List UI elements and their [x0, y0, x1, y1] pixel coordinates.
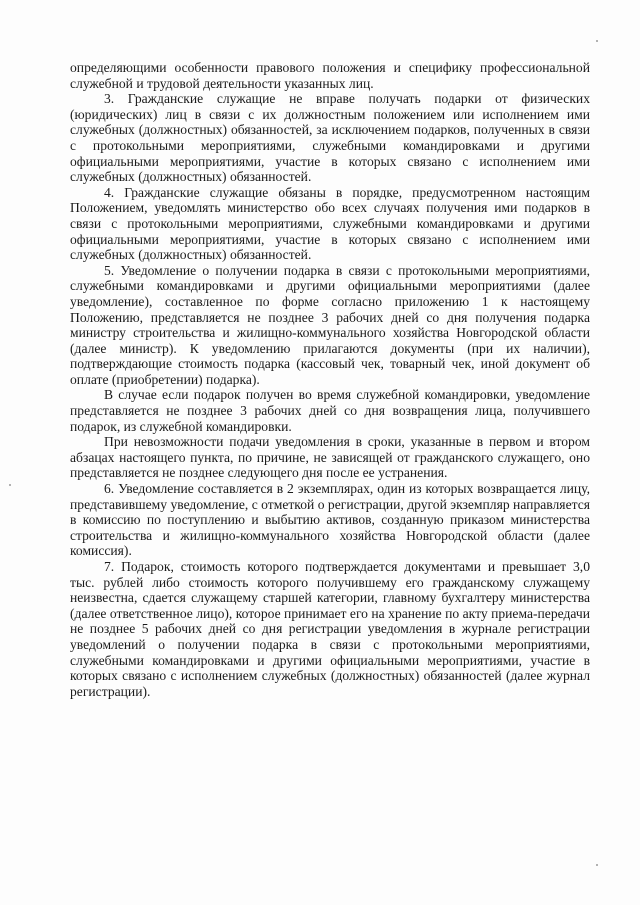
scan-speck [9, 484, 11, 486]
paragraph-item-7: 7. Подарок, стоимость которого подтверждается документами и превышает 3,0 тыс. рублей либо стоимость которого получившему его гражданскому служащему неизвестна, сдается служащему старшей категории, главному бухгалтеру министерства (далее ответственное лицо), которое принимает его на хранение по акту приема-передачи не позднее 5 рабочих дней со дня регистрации уведомления в журнале регистрации уведомлений о получении подарка в связи с протокольными мероприятиями, служебными командировками и другими официальными мероприятиями, участие в которых связано с исполнением служебных (должностных) обязанностей (далее журнал регистрации). [70, 559, 590, 699]
scan-speck [596, 40, 598, 42]
paragraph-continuation: определяющими особенности правового положения и специфику профессиональной служебной и трудовой деятельности указанных лиц. [70, 60, 590, 91]
paragraph-item-5-third: При невозможности подачи уведомления в сроки, указанные в первом и втором абзацах настоящего пункта, по причине, не зависящей от гражданского служащего, оно представляется не позднее следующего дня после ее устранения. [70, 434, 590, 481]
paragraph-item-6: 6. Уведомление составляется в 2 экземплярах, один из которых возвращается лицу, представившему уведомление, с отметкой о регистрации, другой экземпляр направляется в комиссию по поступлению и выбытию активов, созданную приказом министерства строительства и жилищно-коммунального хозяйства Новгородской области (далее комиссия). [70, 481, 590, 559]
paragraph-item-5: 5. Уведомление о получении подарка в связи с протокольными мероприятиями, служебными командировками и другими официальными мероприятиями (далее уведомление), составленное по форме согласно приложению 1 к настоящему Положению, представляется не позднее 3 рабочих дней со дня получения подарка министру строительства и жилищно-коммунального хозяйства Новгородской области (далее министр). К уведомлению прилагаются документы (при их наличии), подтверждающие стоимость подарка (кассовый чек, товарный чек, иной документ об оплате (приобретении) подарка). [70, 262, 590, 387]
paragraph-item-5-second: В случае если подарок получен во время служебной командировки, уведомление представляется не позднее 3 рабочих дней со дня возвращения лица, получившего подарок, из служебной командировки. [70, 387, 590, 434]
document-body [70, 60, 590, 699]
paragraph-item-3: 3. Гражданские служащие не вправе получать подарки от физических (юридических) лиц в связи с их должностным положением или исполнением ими служебных (должностных) обязанностей, за исключением подарков, полученных в связи с протокольными мероприятиями, служебными командировками и другими официальными мероприятиями, участие в которых связано с исполнением ими служебных (должностных) обязанностей. [70, 91, 590, 185]
paragraph-item-4: 4. Гражданские служащие обязаны в порядке, предусмотренном настоящим Положением, уведомлять министерство обо всех случаях получения ими подарков в связи с протокольными мероприятиями, служебными командировками и другими официальными мероприятиями, участие в которых связано с исполнением ими служебных (должностных) обязанностей. [70, 184, 590, 263]
scan-speck [596, 864, 598, 866]
